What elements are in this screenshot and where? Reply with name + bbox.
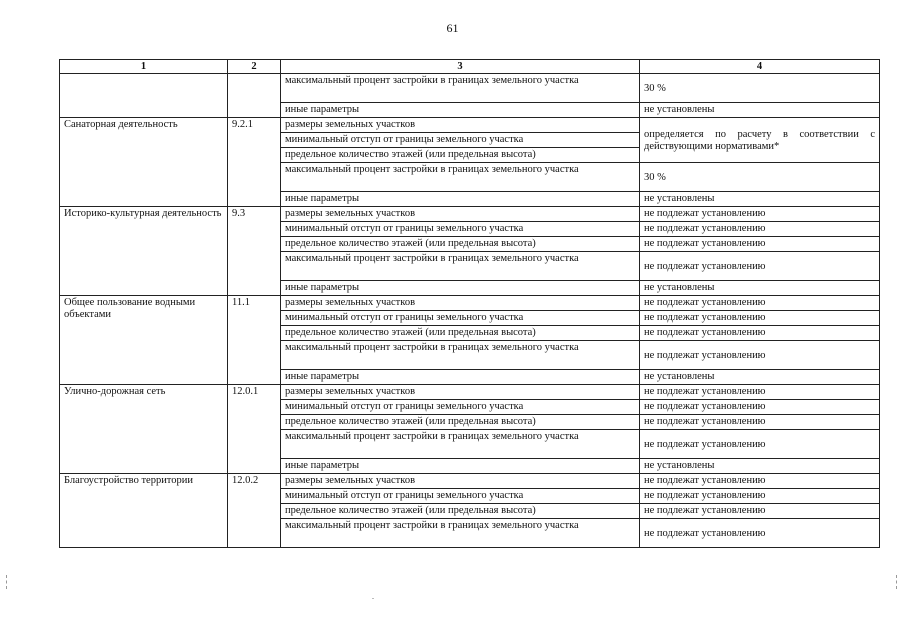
param-value: не установлены (640, 459, 880, 474)
param-max-floors: предельное количество этажей (или предельная высота) (281, 326, 640, 341)
param-max-floors: предельное количество этажей (или предельная высота) (281, 237, 640, 252)
table-row (60, 385, 880, 400)
param-value: не подлежат установлению (640, 415, 880, 430)
param-max-coverage: максимальный процент застройки в границах земельного участка (281, 252, 640, 281)
param-value: не подлежат установлению (640, 326, 880, 341)
column-header-4: 4 (640, 60, 880, 74)
param-value: не установлены (640, 281, 880, 296)
use-code-water-bodies: 11.1 (228, 296, 281, 385)
param-value: не установлены (640, 192, 880, 207)
param-value: не подлежат установлению (640, 296, 880, 311)
table-row (60, 474, 880, 489)
table-row (60, 207, 880, 222)
param-max-floors: предельное количество этажей (или предельная высота) (281, 415, 640, 430)
param-value-by-calculation: определяется по расчету в соответствии с действующими нормативами* (640, 118, 880, 163)
use-name-historical-cultural: Историко-культурная деятельность (60, 207, 228, 296)
param-value: не подлежат установлению (640, 385, 880, 400)
use-code-historical-cultural: 9.3 (228, 207, 281, 296)
param-value: не подлежат установлению (640, 400, 880, 415)
param-value: не подлежат установлению (640, 474, 880, 489)
param-max-coverage: максимальный процент застройки в границах земельного участка (281, 519, 640, 548)
param-sizes: размеры земельных участков (281, 296, 640, 311)
use-name-water-bodies: Общее пользование водными объектами (60, 296, 228, 385)
table-row (60, 118, 880, 133)
param-other: иные параметры (281, 459, 640, 474)
column-header-2: 2 (228, 60, 281, 74)
param-value: не подлежат установлению (640, 311, 880, 326)
param-max-floors: предельное количество этажей (или предельная высота) (281, 504, 640, 519)
column-header-3: 3 (281, 60, 640, 74)
param-max-coverage: максимальный процент застройки в границах земельного участка (281, 341, 640, 370)
table-header-row (60, 60, 880, 74)
zoning-regulations-table (59, 59, 880, 548)
param-value: не подлежат установлению (640, 207, 880, 222)
param-value: не подлежат установлению (640, 237, 880, 252)
column-header-1: 1 (60, 60, 228, 74)
use-code-street-network: 12.0.1 (228, 385, 281, 474)
param-min-offset: минимальный отступ от границы земельного участка (281, 133, 640, 148)
param-min-offset: минимальный отступ от границы земельного участка (281, 489, 640, 504)
use-name-sanatorium: Санаторная деятельность (60, 118, 228, 207)
param-value: не подлежат установлению (640, 222, 880, 237)
param-min-offset: минимальный отступ от границы земельного участка (281, 311, 640, 326)
param-value: не подлежат установлению (640, 504, 880, 519)
use-code-cell-continued (228, 74, 281, 118)
param-value: не подлежат установлению (640, 252, 880, 281)
table-row (60, 296, 880, 311)
param-sizes: размеры земельных участков (281, 118, 640, 133)
param-value: не подлежат установлению (640, 489, 880, 504)
param-max-coverage: максимальный процент застройки в границах земельного участка (281, 163, 640, 192)
param-other: иные параметры (281, 370, 640, 385)
param-value: не установлены (640, 370, 880, 385)
param-value: не подлежат установлению (640, 341, 880, 370)
param-value: 30 % (640, 74, 880, 103)
use-code-sanatorium: 9.2.1 (228, 118, 281, 207)
param-value: 30 % (640, 163, 880, 192)
use-code-landscaping: 12.0.2 (228, 474, 281, 548)
table-row (60, 74, 880, 103)
param-other: иные параметры (281, 103, 640, 118)
param-other: иные параметры (281, 192, 640, 207)
use-name-cell-continued (60, 74, 228, 118)
param-sizes: размеры земельных участков (281, 474, 640, 489)
param-value: не подлежат установлению (640, 430, 880, 459)
scan-speck (372, 598, 374, 599)
param-other: иные параметры (281, 281, 640, 296)
param-min-offset: минимальный отступ от границы земельного участка (281, 400, 640, 415)
param-max-coverage: максимальный процент застройки в границах земельного участка (281, 74, 640, 103)
param-sizes: размеры земельных участков (281, 207, 640, 222)
param-value: не подлежат установлению (640, 519, 880, 548)
use-name-street-network: Улично-дорожная сеть (60, 385, 228, 474)
use-name-landscaping: Благоустройство территории (60, 474, 228, 548)
param-max-coverage: максимальный процент застройки в границах земельного участка (281, 430, 640, 459)
param-sizes: размеры земельных участков (281, 385, 640, 400)
page-number: 61 (446, 21, 459, 35)
param-max-floors: предельное количество этажей (или предельная высота) (281, 148, 640, 163)
scan-edge-mark-left (6, 575, 8, 589)
param-min-offset: минимальный отступ от границы земельного участка (281, 222, 640, 237)
param-value: не установлены (640, 103, 880, 118)
scan-edge-mark-right (896, 575, 898, 589)
